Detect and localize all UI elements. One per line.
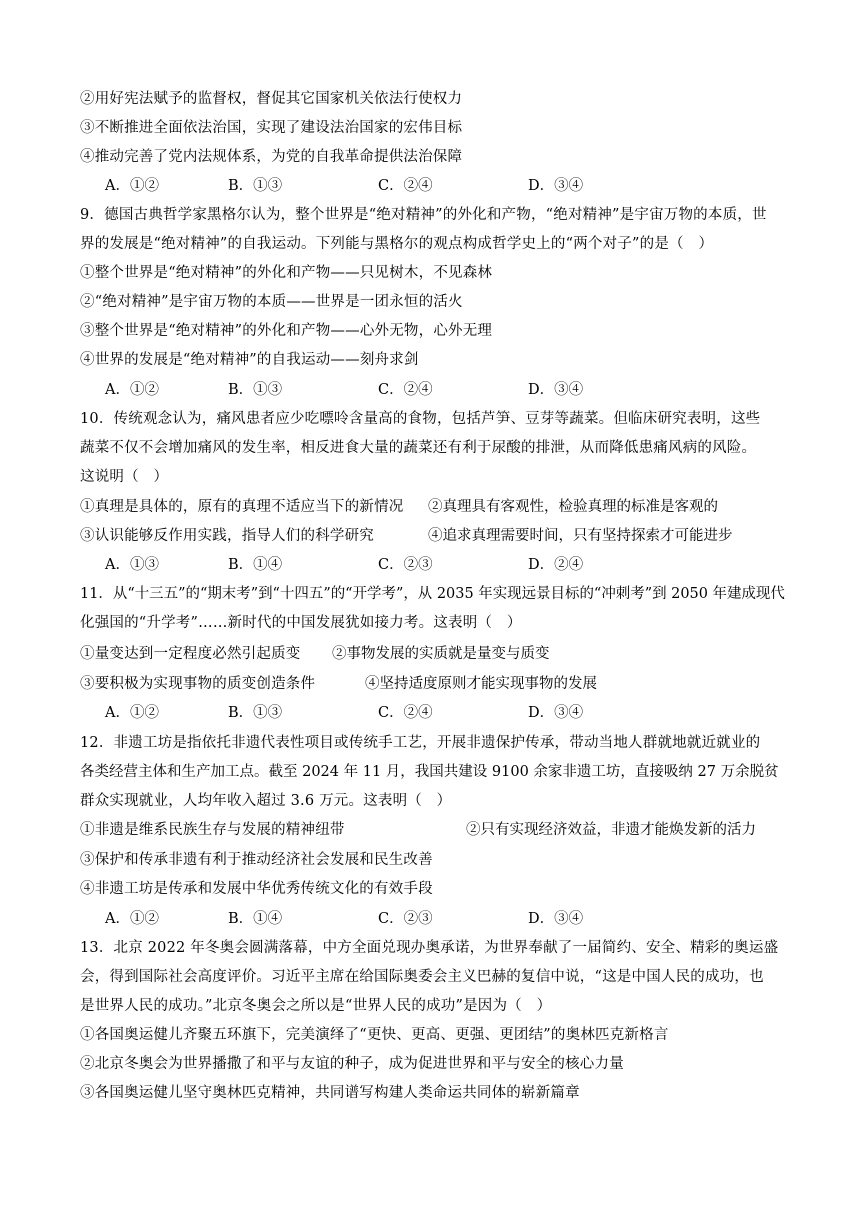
q9-statement-4: ④世界的发展是“绝对精神”的自我运动——刻舟求剑 (80, 352, 419, 368)
q10-stem-line-1: 10．传统观念认为，痛风患者应少吃嘌呤含量高的食物，包括芦笋、豆芽等蔬菜。但临床研究表明，这些 (80, 411, 761, 427)
q12-statement-3: ③保护和传承非遗有利于推动经济社会发展和民生改善 (80, 852, 433, 868)
q10-statement-1: ①真理是具体的，原有的真理不适应当下的新情况 (80, 499, 404, 515)
q8-statement-4: ④推动完善了党内法规体系，为党的自我革命提供法治保障 (80, 149, 463, 165)
q9-option-b[interactable]: B．①③ (228, 382, 283, 398)
q8-option-b[interactable]: B．①③ (228, 178, 283, 194)
q10-option-a[interactable]: A．①③ (105, 557, 159, 573)
q9-statement-2: ②“绝对精神”是宇宙万物的本质——世界是一团永恒的活火 (80, 294, 463, 310)
q11-option-c[interactable]: C．②④ (378, 705, 433, 721)
q11-statement-3: ③要积极为实现事物的质变创造条件 (80, 676, 316, 692)
q10-stem-line-2: 蔬菜不仅不会增加痛风的发生率，相反进食大量的蔬菜还有利于尿酸的排泄，从而降低患痛风病的风险。 (80, 440, 757, 456)
q12-stem-line-1: 12．非遗工坊是指依托非遗代表性项目或传统手工艺，开展非遗保护传承，带动当地人群就地就近就业的 (80, 735, 761, 751)
q9-stem-line-1: 9．德国古典哲学家黑格尔认为，整个世界是“绝对精神”的外化和产物，“绝对精神”是宇宙万物的本质，世 (80, 207, 767, 223)
q8-option-d[interactable]: D．③④ (528, 178, 584, 194)
q11-statement-1: ①量变达到一定程度必然引起质变 (80, 646, 301, 662)
q12-option-a[interactable]: A．①② (105, 911, 159, 927)
q9-option-c[interactable]: C．②④ (378, 382, 433, 398)
q9-statement-3: ③整个世界是“绝对精神”的外化和产物——心外无物，心外无理 (80, 323, 493, 339)
q8-option-c[interactable]: C．②④ (378, 178, 433, 194)
q9-option-d[interactable]: D．③④ (528, 382, 584, 398)
q13-statement-3: ③各国奥运健儿坚守奥林匹克精神，共同谱写构建人类命运共同体的崭新篇章 (80, 1085, 580, 1101)
q12-option-d[interactable]: D．③④ (528, 911, 584, 927)
q11-option-a[interactable]: A．①② (105, 705, 159, 721)
q10-option-d[interactable]: D．②④ (528, 557, 584, 573)
q13-stem-line-1: 13．北京 2022 年冬奥会圆满落幕，中方全面兑现办奥承诺，为世界奉献了一届简约、安全、精彩的奥运盛 (80, 940, 779, 956)
q13-stem-line-3: 是世界人民的成功。”北京冬奥会之所以是“世界人民的成功”是因为（ ） (80, 998, 552, 1014)
q11-stem-line-1: 11．从“十三五”的“期末考”到“十四五”的“开学考”，从 2035 年实现远景目标的“冲刺考”到 2050 年建成现代 (80, 586, 785, 602)
q12-stem-line-2: 各类经营主体和生产加工点。截至 2024 年 11 月，我国共建设 9100 余家非遗工坊，直接吸纳 27 万余脱贫 (80, 764, 779, 780)
q11-stem-line-2: 化强国的“升学考”……新时代的中国发展犹如接力考。这表明（ ） (80, 615, 522, 631)
q11-statement-4: ④坚持适度原则才能实现事物的发展 (365, 676, 597, 692)
q10-option-c[interactable]: C．②③ (378, 557, 433, 573)
q12-option-b[interactable]: B．①④ (228, 911, 283, 927)
q9-stem-line-2: 界的发展是“绝对精神”的自我运动。下列能与黑格尔的观点构成哲学史上的“两个对子”的是（ ） (80, 236, 714, 252)
q12-statement-2: ②只有实现经济效益，非遗才能焕发新的活力 (466, 822, 756, 838)
q8-statement-2: ②用好宪法赋予的监督权，督促其它国家机关依法行使权力 (80, 91, 463, 107)
q12-stem-line-3: 群众实现就业，人均年收入超过 3.6 万元。这表明（ ） (80, 793, 452, 809)
q10-statement-2: ②真理具有客观性，检验真理的标准是客观的 (428, 499, 718, 515)
q10-statement-4: ④追求真理需要时间，只有坚持探索才可能进步 (428, 528, 733, 544)
q9-statement-1: ①整个世界是“绝对精神”的外化和产物——只见树木，不见森林 (80, 265, 493, 281)
q10-statement-3: ③认识能够反作用实践，指导人们的科学研究 (80, 528, 374, 544)
q8-statement-3: ③不断推进全面依法治国，实现了建设法治国家的宏伟目标 (80, 120, 463, 136)
q13-stem-line-2: 会，得到国际社会高度评价。习近平主席在给国际奥委会主义巴赫的复信中说，“这是中国人民的成功，也 (80, 969, 764, 985)
q12-statement-1: ①非遗是维系民族生存与发展的精神纽带 (80, 822, 345, 838)
q8-option-a[interactable]: A．①② (105, 178, 159, 194)
q10-stem-line-3: 这说明（ ） (80, 469, 169, 485)
q12-statement-4: ④非遗工坊是传承和发展中华优秀传统文化的有效手段 (80, 881, 433, 897)
q13-statement-1: ①各国奥运健儿齐聚五环旗下，完美演绎了“更快、更高、更强、更团结”的奥林匹克新格言 (80, 1027, 669, 1043)
q13-statement-2: ②北京冬奥会为世界播撒了和平与友谊的种子，成为促进世界和平与安全的核心力量 (80, 1056, 624, 1072)
q11-option-b[interactable]: B．①③ (228, 705, 283, 721)
q10-option-b[interactable]: B．①④ (228, 557, 283, 573)
q11-statement-2: ②事物发展的实质就是量变与质变 (332, 646, 550, 662)
q12-option-c[interactable]: C．②③ (378, 911, 433, 927)
q9-option-a[interactable]: A．①② (105, 382, 159, 398)
q11-option-d[interactable]: D．③④ (528, 705, 584, 721)
